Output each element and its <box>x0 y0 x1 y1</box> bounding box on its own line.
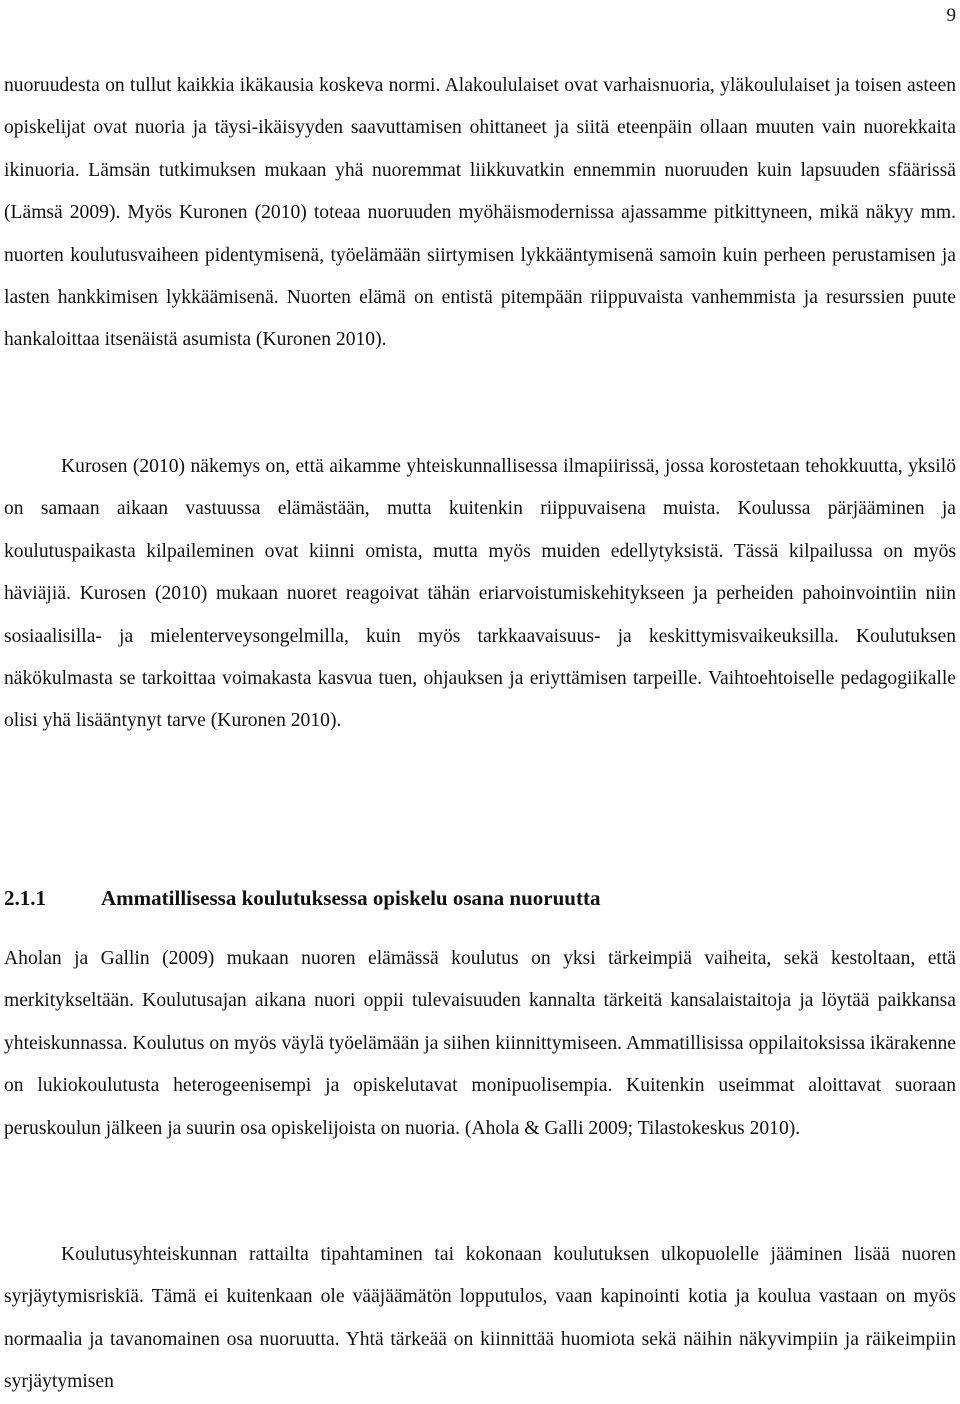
paragraph-ahola-galli: Aholan ja Gallin (2009) mukaan nuoren elämässä koulutus on yksi tärkeimpiä vaiheita, sekä kestoltaan, että merkitykseltään. Koulutusajan aikana nuori oppii tulevaisuuden kannalta tärkeitä kansalaistaitoja ja löytää paikkansa yhteiskunnassa. Koulutus on myös väylä työelämään ja siihen kiinnittymiseen. Ammatillisissa oppilaitoksissa ikärakenne on lukiokoulutusta heterogeenisempi ja opiskelutavat monipuolisempia. Kuitenkin useimmat aloittavat suoraan peruskoulun jälkeen ja suurin osa opiskelijoista on nuoria. (Ahola & Galli 2009; Tilastokeskus 2010). <box>4 948 956 1139</box>
paragraph-syrjaytyminen: Koulutusyhteiskunnan rattailta tipahtaminen tai kokonaan koulutuksen ulkopuolelle jääminen lisää nuoren syrjäytymisriskiä. Tämä ei kuitenkaan ole vääjäämätön lopputulos, vaan kapinointi kotia ja koulua vastaan on myös normaalia ja tavanomainen osa nuoruutta. Yhtä tärkeää on kiinnittää huomiota sekä näihin näkyvimpiin ja räikeimpiin syrjäytymisen <box>4 1244 956 1393</box>
section-heading <box>4 878 600 918</box>
paragraph-intro-continued: nuoruudesta on tullut kaikkia ikäkausia koskeva normi. Alakoululaiset ovat varhaisnuoria, yläkoululaiset ja toisen asteen opiskelijat ovat nuoria ja täysi-ikäisyyden saavuttamisen ohittaneet ja siitä eteenpäin ollaan muuten vain nuorekkaita ikinuoria. Lämsän tutkimuksen mukaan yhä nuoremmat liikkuvatkin ennemmin nuoruuden kuin lapsuuden sfäärissä (Lämsä 2009). Myös Kuronen (2010) toteaa nuoruuden myöhäismodernissa ajassamme pitkittyneen, mikä näkyy mm. nuorten koulutusvaiheen pidentymisenä, työelämään siirtymisen lykkääntymisenä samoin kuin perheen perustamisen ja lasten hankkimisen lykkäämisenä. Nuorten elämä on entistä pitempään riippuvaista vanhemmista ja resurssien puute hankaloittaa itsenäistä asumista (Kuronen 2010). <box>4 75 956 351</box>
page-number: 9 <box>946 5 956 26</box>
section-number: 2.1.1 <box>4 886 46 910</box>
paragraph-kuronen: Kurosen (2010) näkemys on, että aikamme yhteiskunnallisessa ilmapiirissä, jossa korostetaan tehokkuutta, yksilö on samaan aikaan vastuussa elämästään, mutta kuitenkin riippuvaisena muista. Koulussa pärjääminen ja koulutuspaikasta kilpaileminen ovat kiinni omista, mutta myös muiden edellytyksistä. Tässä kilpailussa on myös häviäjiä. Kurosen (2010) mukaan nuoret reagoivat tähän eriarvoistumiskehitykseen ja perheiden pahoinvointiin niin sosiaalisilla- ja mielenterveysongelmilla, kuin myös tarkkaavaisuus- ja keskittymisvaikeuksilla. Koulutuksen näkökulmasta se tarkoittaa voimakasta kasvua tuen, ohjauksen ja eriyttämisen tarpeille. Vaihtoehtoiselle pedagogiikalle olisi yhä lisääntynyt tarve (Kuronen 2010). <box>4 456 956 732</box>
section-title: Ammatillisessa koulutuksessa opiskelu osana nuoruutta <box>101 886 601 910</box>
